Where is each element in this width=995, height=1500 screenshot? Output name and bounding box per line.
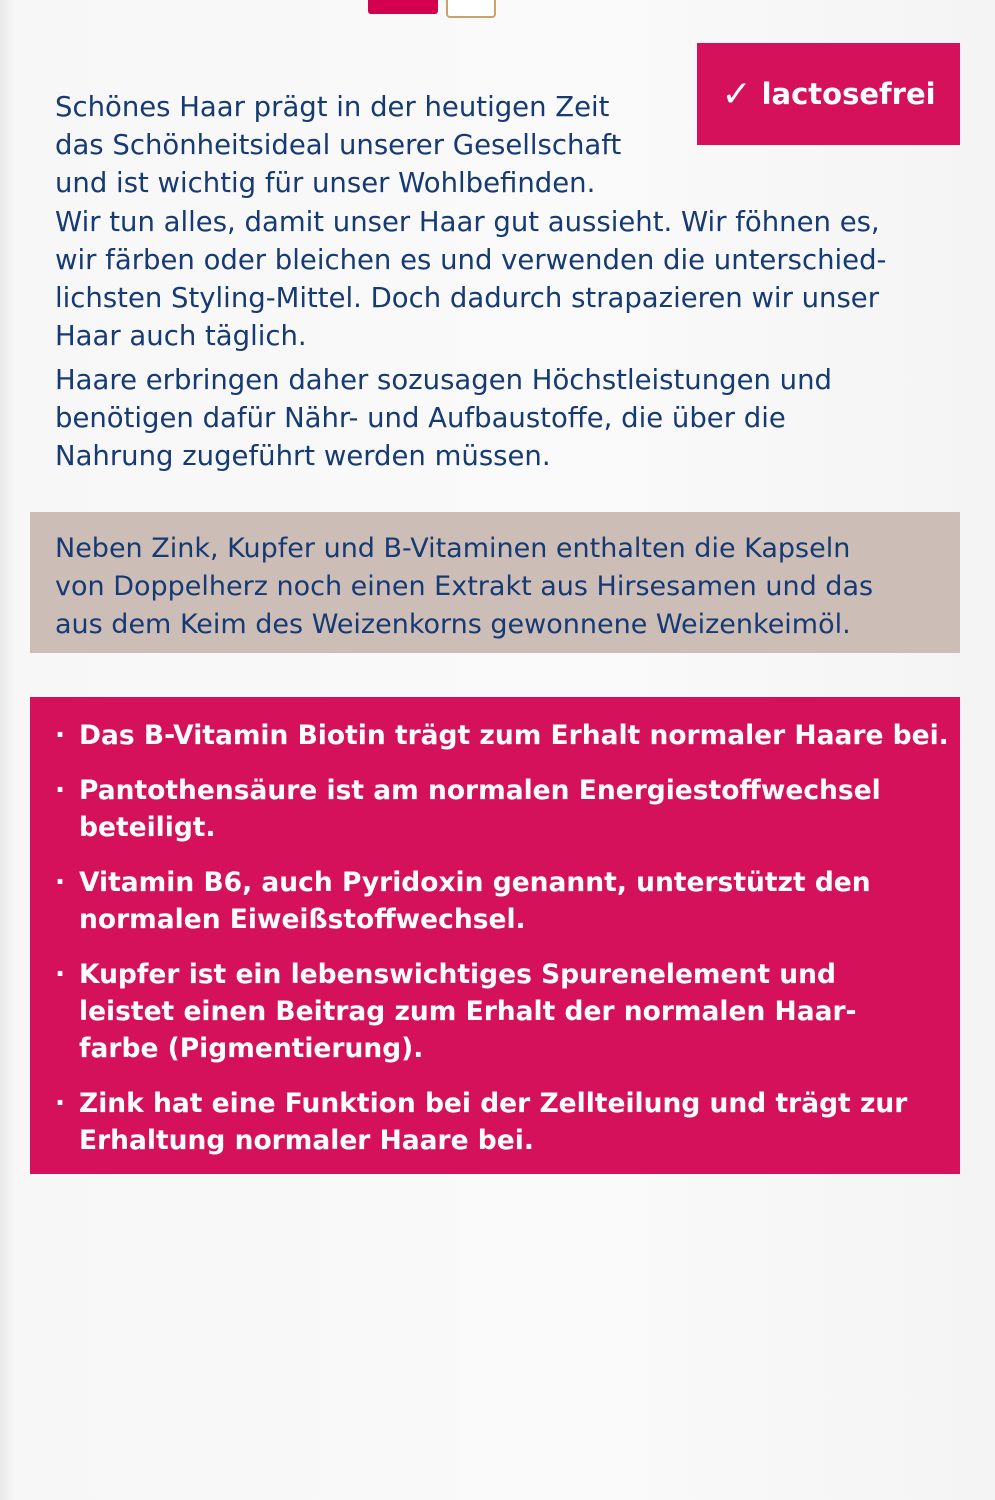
check-icon: ✓	[721, 73, 752, 115]
benefit-item-vitamin-b6	[55, 864, 955, 938]
intro-line: Schönes Haar prägt in der heutigen Zeit	[55, 91, 610, 123]
flipped-tag-shape	[368, 0, 438, 14]
bullet-icon: ·	[55, 775, 66, 806]
intro-paragraph	[55, 88, 960, 355]
ingredients-highlight-box	[30, 512, 960, 653]
bullet-icon: ·	[55, 867, 66, 898]
benefit-item-pantothensaeure	[55, 772, 955, 846]
benefit-line: Erhaltung normaler Haare bei.	[79, 1125, 534, 1156]
ingredients-line: aus dem Keim des Weizenkorns gewonnene Weizenkeimöl.	[55, 609, 851, 640]
bullet-icon: ·	[55, 1088, 66, 1119]
benefit-line: farbe (Pigmentierung).	[79, 1033, 424, 1064]
benefit-line: normalen Eiweißstoffwechsel.	[79, 904, 526, 935]
flipped-top-flap	[150, 0, 950, 22]
benefit-line: Das B-Vitamin Biotin trägt zum Erhalt normaler Haare bei.	[79, 720, 949, 751]
intro-line: lichsten Styling-Mittel. Doch dadurch strapazieren wir unser	[55, 282, 880, 315]
nutrition-line: Nahrung zugeführt werden müssen.	[55, 440, 551, 473]
intro-line: Haar auch täglich.	[55, 320, 307, 353]
benefit-item-zink	[55, 1085, 955, 1159]
benefit-line: Vitamin B6, auch Pyridoxin genannt, unterstützt den	[79, 867, 871, 898]
intro-line: das Schönheitsideal unserer Gesellschaft	[55, 129, 622, 162]
benefit-line: Zink hat eine Funktion bei der Zellteilung und trägt zur	[79, 1088, 908, 1119]
bullet-icon: ·	[55, 959, 66, 990]
benefits-list	[55, 717, 955, 1177]
ingredients-text	[55, 530, 873, 644]
intro-line: und ist wichtig für unser Wohlbefinden.	[55, 167, 596, 200]
bullet-icon: ·	[55, 720, 66, 751]
ingredients-line: von Doppelherz noch einen Extrakt aus Hirsesamen und das	[55, 571, 874, 602]
benefit-line: Pantothensäure ist am normalen Energiestoffwechsel	[79, 775, 881, 806]
intro-line: wir färben oder bleichen es und verwenden die unterschied-	[55, 243, 887, 276]
ingredients-line: Neben Zink, Kupfer und B-Vitaminen enthalten die Kapseln	[55, 533, 851, 564]
nutrition-paragraph	[55, 361, 960, 476]
benefit-line: beteiligt.	[79, 812, 216, 843]
intro-line: Wir tun alles, damit unser Haar gut aussieht. Wir föhnen es,	[55, 205, 880, 238]
benefit-item-kupfer	[55, 956, 955, 1067]
flipped-badge-shape	[446, 0, 496, 18]
badge-label: lactosefrei	[761, 77, 936, 111]
nutrition-line: benötigen dafür Nähr- und Aufbaustoffe, die über die	[55, 402, 786, 435]
benefit-line: leistet einen Beitrag zum Erhalt der normalen Haar-	[79, 996, 857, 1027]
benefits-box	[30, 697, 960, 1174]
benefit-line: Kupfer ist ein lebenswichtiges Spurenelement und	[79, 959, 836, 990]
nutrition-line: Haare erbringen daher sozusagen Höchstleistungen und	[55, 364, 832, 396]
benefit-item-biotin	[55, 717, 955, 754]
